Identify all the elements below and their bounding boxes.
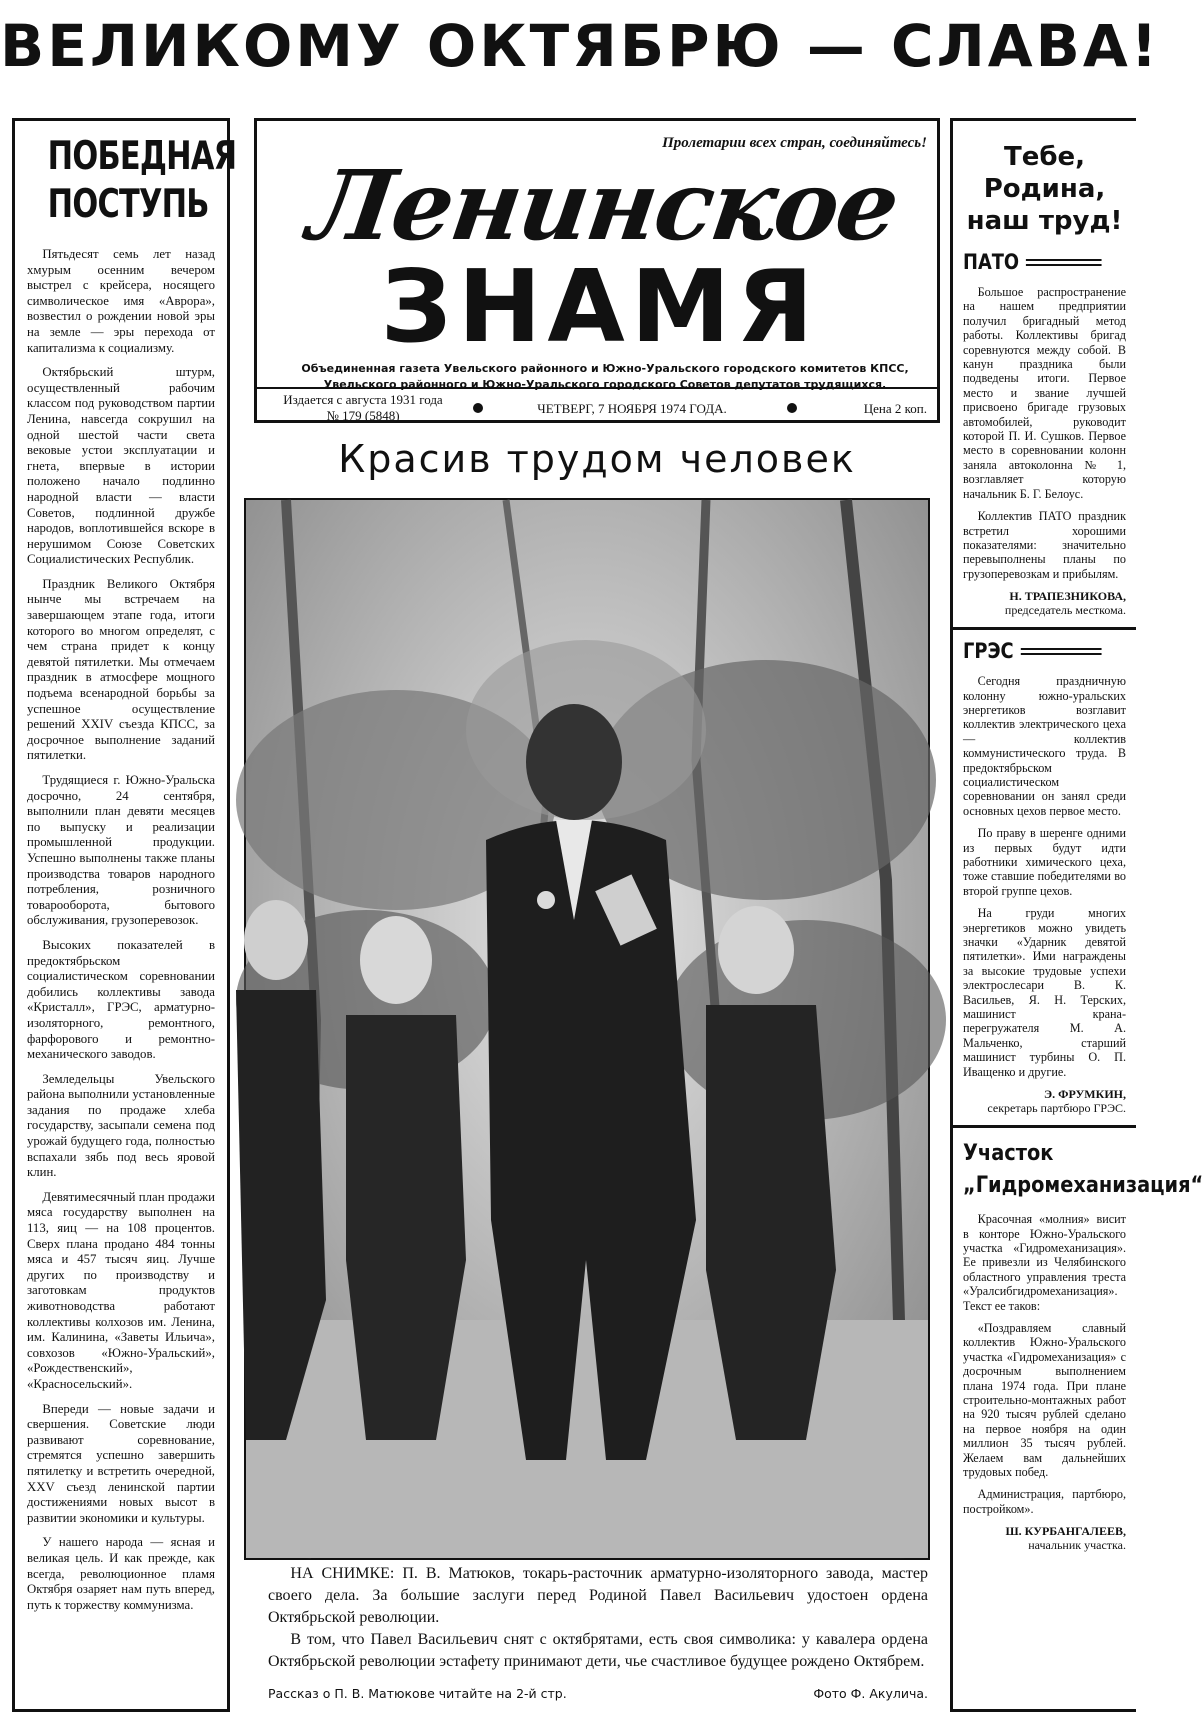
masthead-title-line1: Ленинское bbox=[301, 149, 905, 262]
editorial-paragraph: Октябрьский штурм, осуществленный рабочим классом под руководством партии Ленина, навсегда сокрушил на одной шестой части света вековые устои эксплуатации и гнета, впервые в истории положено начало подлинно народной власти — власти Советов, подлинной дружбе народов, воплотившейся вскоре в нерушимом Союзе Советских Социалистических Республик. bbox=[27, 365, 215, 567]
signature-name: Ш. КУРБАНГАЛЕЕВ, bbox=[1005, 1524, 1126, 1539]
editorial-paragraph: Впереди — новые задачи и свершения. Советские люди развивают соревнование, стремятся успешно завершить пятилетку и встретить очередной, XXV съезд ленинской партии достижениями новых высот в развитии экономики и культуры. bbox=[27, 1401, 215, 1525]
newspaper-masthead bbox=[254, 118, 940, 423]
editorial-paragraph: Высоких показателей в предоктябрьском социалистическом соревновании добились коллективы завода «Кристалл», ГРЭС, арматурно-изоляторного, ремонтного, фарфорового и ремонтно-механического заводов. bbox=[27, 937, 215, 1062]
editorial-paragraph: Праздник Великого Октября нынче мы встречаем на завершающем этапе года, итоги которого во многом определят, с чем страна придет к концу девятой пятилетки. Мы отмечаем праздник в атмосфере мощного подъема всенародной борьбы за успешное осуществление решений XXIV съезда КПСС, за досрочное выполнение заданий пятилетки. bbox=[27, 576, 215, 763]
section-divider bbox=[953, 1125, 1136, 1128]
issue-number: № 179 (5848) bbox=[326, 408, 400, 423]
photo-illustration bbox=[246, 500, 928, 1558]
report-paragraph: Красочная «молния» висит в конторе Южно-Уральского участка «Гидромеханизация». Ее привезли из Челябинского областного управления треста «Уралсибгидромеханизация». Текст ее таков: bbox=[963, 1212, 1126, 1313]
report-paragraph: На груди многих энергетиков можно увидеть значки «Ударник девятой пятилетки». Ими награждены за высокие трудовые успехи электрослесари В. К. Васильев, Я. Н. Терских, машинист крана-перегружателя М. А. Мальченко, старший машинист турбины О. П. Иващенко и другие. bbox=[963, 906, 1126, 1079]
right-column-reports bbox=[950, 118, 1203, 1712]
report-paragraph: Сегодня праздничную колонну южно-уральских энергетиков возглавит коллектив электрического цеха — коллектив коммунистического труда. В предоктябрьском социалистическом соревновании он занял среди основных цехов первое место. bbox=[963, 674, 1126, 818]
caption-paragraph: В том, что Павел Васильевич снят с октябрятами, есть своя символика: у кавалера ордена Октябрьской революции эстафету принимают дети, чье счастливое будущее рождено Октябрем. bbox=[268, 1631, 928, 1670]
photo-credit: Фото Ф. Акулича. bbox=[813, 1686, 928, 1701]
bullet-icon bbox=[473, 403, 483, 413]
editorial-paragraph: Девятимесячный план продажи мяса государству выполнен на 113, яиц — на 108 процентов. Сверх плана продано 484 тонны мяса и 457 тысяч яиц. Лучше других по производству и заготовкам продуктов животноводства работают коллективы колхозов им. Ленина, им. Калинина, «Заветы Ильича», совхозов «Южно-Уральский», «Рождественский», «Красносельский». bbox=[27, 1189, 215, 1391]
caption-footnote: Рассказ о П. В. Матюкове читайте на 2-й стр. bbox=[268, 1686, 567, 1701]
caption-footer bbox=[268, 1686, 928, 1701]
report-paragraph: Коллектив ПАТО праздник встретил хорошими показателями: значительно перевыполнены планы по грузоперевозкам и прибылям. bbox=[963, 509, 1126, 581]
report-paragraph: «Поздравляем славный коллектив Южно-Уральского участка «Гидромеханизация» с досрочным выполнением плана 1974 года. При плане строительно-монтажных работ на 920 тысяч рублей сделано на первое ноября на один миллион 35 тысяч рублей. Желаем вам дальнейших трудовых побед. bbox=[963, 1320, 1126, 1479]
section-title-text: ПАТО bbox=[963, 250, 1020, 274]
masthead-subtitle-line2: Увельского районного и Южно-Уральского городского Советов депутатов трудящихся. bbox=[323, 378, 887, 391]
published-since: Издается с августа 1931 года bbox=[283, 392, 443, 407]
issue-price: Цена 2 коп. bbox=[863, 401, 927, 416]
report-paragraph: Администрация, партбюро, постройком». bbox=[963, 1487, 1126, 1516]
signature-role: секретарь партбюро ГРЭС. bbox=[987, 1101, 1126, 1116]
masthead-title-line2: ЗНАМЯ bbox=[380, 248, 820, 365]
signature-role: председатель месткома. bbox=[1004, 603, 1126, 618]
report-paragraph: По праву в шеренге одними из первых будут идти работники химического цеха, тоже ставшие победителями во второй группе цехов. bbox=[963, 826, 1126, 898]
issue-info bbox=[263, 392, 463, 424]
masthead-subtitle-line1: Объединенная газета Увельского районного и Южно-Уральского городского комитетов КПСС, bbox=[301, 362, 909, 375]
editorial-paragraph: Пятьдесят семь лет назад хмурым осенним вечером выстрел с крейсера, носящего символическое имя «Аврора», возвестил о рождении новой эры на земле — эры перехода от капитализма к социализму. bbox=[27, 247, 215, 355]
front-page-photo bbox=[244, 498, 930, 1560]
section-title-text: ГРЭС bbox=[963, 639, 1014, 664]
editorial-paragraph: У нашего народа — ясная и великая цель. И как прежде, как всегда, революционное пламя Октября озаряет нам путь вперед, путь к торжеству коммунизма. bbox=[27, 1535, 215, 1612]
signature-role: начальник участка. bbox=[1028, 1538, 1126, 1553]
report-signature bbox=[963, 589, 1126, 617]
section-title-gres bbox=[963, 638, 1102, 664]
signature-name: Э. ФРУМКИН, bbox=[1044, 1087, 1126, 1102]
masthead-motto: Пролетарии всех стран, соединяйтесь! bbox=[662, 135, 927, 151]
bullet-icon bbox=[787, 403, 797, 413]
section-rule bbox=[1026, 259, 1102, 266]
photo-caption bbox=[268, 1563, 928, 1673]
report-signature bbox=[963, 1087, 1126, 1115]
editorial-paragraph: Земледельцы Увельского района выполнили установленные задания по продаже хлеба государству, засыпали семена под урожай будущего года, полностью вспахали зябь под весь яровой клин. bbox=[27, 1071, 215, 1180]
issue-date: ЧЕТВЕРГ, 7 НОЯБРЯ 1974 ГОДА. bbox=[537, 401, 727, 416]
report-paragraph: Большое распространение на нашем предприятии получил бригадный метод работы. Коллективы бригад соревнуются между собой. В канун праздника были подведены итоги. Первое место и звание лучшей присвоено бригаде грузовых автомобилей, руководит которой П. И. Сушков. Первое место в соревновании колонн заняла автоколонна № 1, возглавляет которую начальник Б. Г. Белоус. bbox=[963, 285, 1126, 501]
caption-paragraph: НА СНИМКЕ: П. В. Матюков, токарь-расточник арматурно-изоляторного завода, мастер своего дела. За большие заслуги перед Родиной Павел Васильевич удостоен ордена Октябрьской революции. bbox=[268, 1565, 928, 1626]
left-column-editorial bbox=[12, 118, 237, 1712]
section-rule bbox=[1020, 648, 1101, 655]
editorial-heading: ПОБЕДНАЯ ПОСТУПЬ bbox=[47, 134, 237, 227]
front-page-banner: ВЕЛИКОМУ ОКТЯБРЮ — СЛАВА! bbox=[0, 12, 1161, 80]
report-signature bbox=[963, 1524, 1126, 1552]
reports-heading: Тебе, Родина, наш труд! bbox=[966, 142, 1123, 236]
section-title-hydromechanization: Участок „Гидромеханизация“ bbox=[963, 1141, 1203, 1199]
editorial-paragraph: Трудящиеся г. Южно-Уральска досрочно, 24 сентября, выполнили план девяти месяцев по выпуску и реализации промышленной продукции. Успешно выполнены также планы производства товаров народного потребления, розничного товарооборота, бытового обслуживания, грузоперевозок. bbox=[27, 773, 215, 928]
masthead-info-row bbox=[257, 387, 937, 425]
photo-headline: Красив трудом человек bbox=[338, 437, 856, 481]
section-title-pato bbox=[963, 249, 1102, 275]
signature-name: Н. ТРАПЕЗНИКОВА, bbox=[1009, 589, 1126, 604]
section-divider bbox=[953, 627, 1136, 630]
